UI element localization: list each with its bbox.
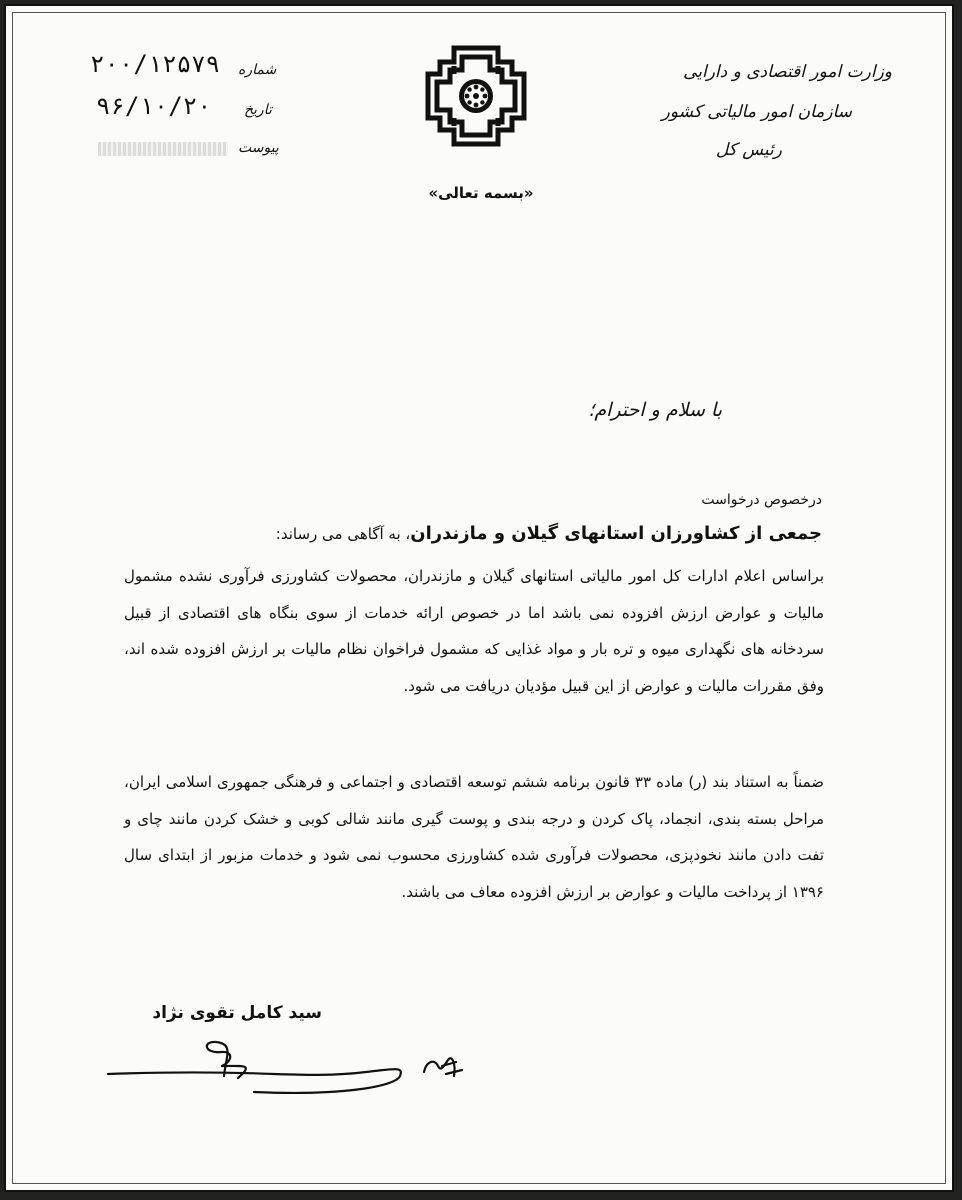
letter-date: ۹۶/۱۰/۲۰: [96, 92, 212, 120]
requesters-bold: جمعی از کشاورزان استانهای گیلان و مازندران: [410, 523, 822, 544]
organization-name: سازمان امور مالیاتی کشور: [661, 102, 852, 122]
date-label: تاریخ: [244, 102, 272, 118]
salutation: با سلام و احترام؛: [588, 399, 722, 421]
requesters-line: [276, 523, 822, 544]
paragraph-2: ضمناً به استناد بند (ر) ماده ۳۳ قانون برنامه ششم توسعه اقتصادی و اجتماعی و فرهنگی جمهوری اسلامی ایران، مراحل بسته بندی، انجماد، پاک کردن و درجه بندی و پوست گیری مانند شالی کوبی و خشک کردن مانند چای و تفت دادن مانند نخودپزی، محصولات فرآوری شده کشاورزی محسوب نمی شود و خدمات مزبور از ابتدای سال ۱۳۹۶ از پرداخت مالیات و عوارض بر ارزش افزوده معاف می باشند.: [124, 773, 824, 901]
paragraph-1: براساس اعلام ادارات کل امور مالیاتی استانهای گیلان و مازندران، محصولات کشاورزی فرآوری نشده مشمول مالیات و عوارض ارزش افزوده نمی باشد اما در خصوص ارائه خدمات از سوی بنگاه های اقتصادی از قبیل سردخانه های نگهداری میوه و تره بار و مواد غذایی که مشمول فراخوان نظام مالیات بر ارزش افزوده شده اند، وفق مقررات مالیات و عوارض از این قبیل مؤدیان دریافت می شود.: [124, 567, 824, 695]
subject-intro: درخصوص درخواست: [701, 492, 822, 508]
handwritten-signature: [104, 1036, 484, 1106]
sender-title: رئیس کل: [715, 140, 782, 160]
invocation-heading: «بسمه تعالی»: [428, 184, 534, 202]
number-label: شماره: [238, 62, 277, 78]
tax-organization-logo: [424, 44, 528, 148]
letter-page: [4, 4, 954, 1192]
requesters-tail: ، به آگاهی می رساند:: [275, 525, 411, 543]
attachment-label: پیوست: [238, 140, 279, 156]
redacted-area: [98, 142, 228, 156]
ministry-name: وزارت امور اقتصادی و دارایی: [683, 62, 892, 82]
signer-name: سید کامل تقوی نژاد: [152, 1003, 322, 1023]
letter-number: ۲۰۰/۱۲۵۷۹: [90, 50, 221, 78]
